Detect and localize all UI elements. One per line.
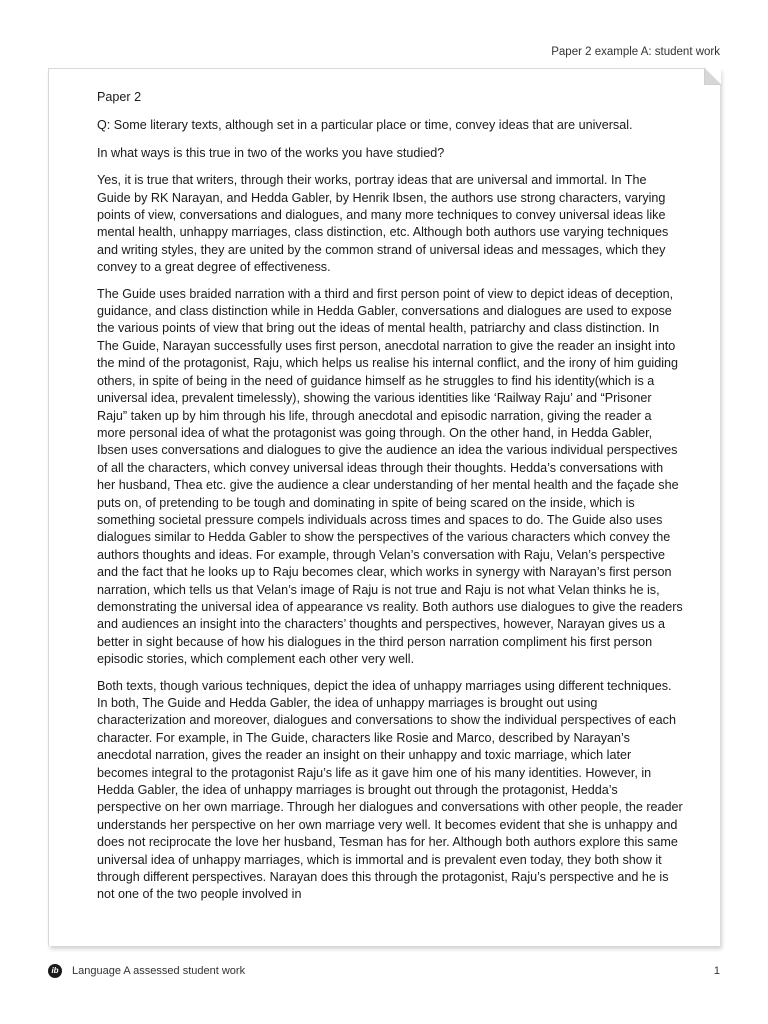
ib-logo-icon: ib — [48, 964, 62, 978]
paragraph-introduction: Yes, it is true that writers, through their works, portray ideas that are universal and immortal. In The Guide by RK Narayan, and Hedda Gabler, by Henrik Ibsen, the authors use strong characters, varying points of view, conversations and dialogues, and many more techniques to convey universal ideas like mental health, unhappy marriages, class distinction, etc. Although both authors use varying techniques and writing styles, they are united by the common strand of universal ideas and messages, which they convey to a great degree of effectiveness. — [97, 173, 669, 275]
page-footer — [0, 962, 768, 982]
footer-label: Language A assessed student work — [72, 965, 246, 977]
running-header: Paper 2 example A: student work — [551, 46, 720, 58]
page-number: 1 — [713, 965, 720, 977]
document-body — [97, 89, 683, 913]
paragraph-narration: The Guide uses braided narration with a third and first person point of view to depict ideas of deception, guidance, and class distinction while in Hedda Gabler, conversations and dialogues are used to expose the various points of view that bring out the ideas of mental health, patriarchy and class distinction. In The Guide, Narayan successfully uses first person, anecdotal narration to give the reader an insight into the mind of the protagonist, Raju, which helps us realise his internal conflict, and the irony of him guiding others, in spite of being in the need of guidance himself as he struggles to find his identity(which is a universal idea, prevalent timelessly), showing the various identities like ‘Railway Raju’ and “Prisoner Raju” taken up by him through his life, through anecdotal and episodic narration, giving the reader a more personal idea of what the protagonist was going through. On the other hand, in Hedda Gabler, Ibsen uses conversations and dialogues to give the audience an idea the various individual perspectives of all the characters, which convey universal ideas through their thoughts. Hedda’s conversations with her husband, Thea etc. give the audience a clear understanding of her mental health and the façade she puts on, of pretending to be tough and dominating in spite of being scared on the inside, which is something societal pressure compels individuals across times and spaces to do. The Guide also uses dialogues similar to Hedda Gabler to show the perspectives of the various characters which convey the authors thoughts and ideas. For example, through Velan’s conversation with Raju, Velan’s perspective and the fact that he looks up to Raju becomes clear, which works in synergy with Narayan’s first person narration, which tells us that Velan’s image of Raju is not true and Raju is not what Velan thinks he is, demonstrating the universal idea of appearance vs reality. Both authors use dialogues to give the readers and audiences an insight into the characters’ thoughts and perspectives, however, Narayan gives us a better in sight because of how his dialogues in the third person narration compliment his first person episodic stories, which complement each other very well. — [97, 286, 683, 667]
page-fold-corner — [704, 68, 721, 85]
question-line-1: Q: Some literary texts, although set in a particular place or time, convey ideas that are universal. — [97, 118, 633, 133]
document-page — [48, 68, 720, 946]
document-heading: Paper 2 — [97, 90, 142, 104]
question-line-2: In what ways is this true in two of the works you have studied? — [97, 145, 445, 160]
paragraph-marriages: Both texts, though various techniques, depict the idea of unhappy marriages using different techniques. In both, The Guide and Hedda Gabler, the idea of unhappy marriages is brought out using characterization and moreover, dialogues and conversations to show the individual perspectives of each character. For example, in The Guide, characters like Rosie and Marco, described by Narayan’s anecdotal narration, gives the reader an insight on their unhappy and toxic marriage, which later becomes integral to the protagonist Raju’s life as it gave him one of his many identities. However, in Hedda Gabler, the idea of unhappy marriages is brought out through the protagonist, Hedda’s perspective on her own marriage. Through her dialogues and conversations with other people, the reader understands her perspective on her own marriage very well. It becomes evident that she is unhappy and does not reciprocate the love her husband, Tesman has for her. Although both authors explore this same universal idea of unhappy marriages, which is immortal and is prevalent even today, they both show it through different perspectives. Narayan does this through the protagonist, Raju’s perspective and he is not one of the two people involved in — [97, 678, 683, 902]
